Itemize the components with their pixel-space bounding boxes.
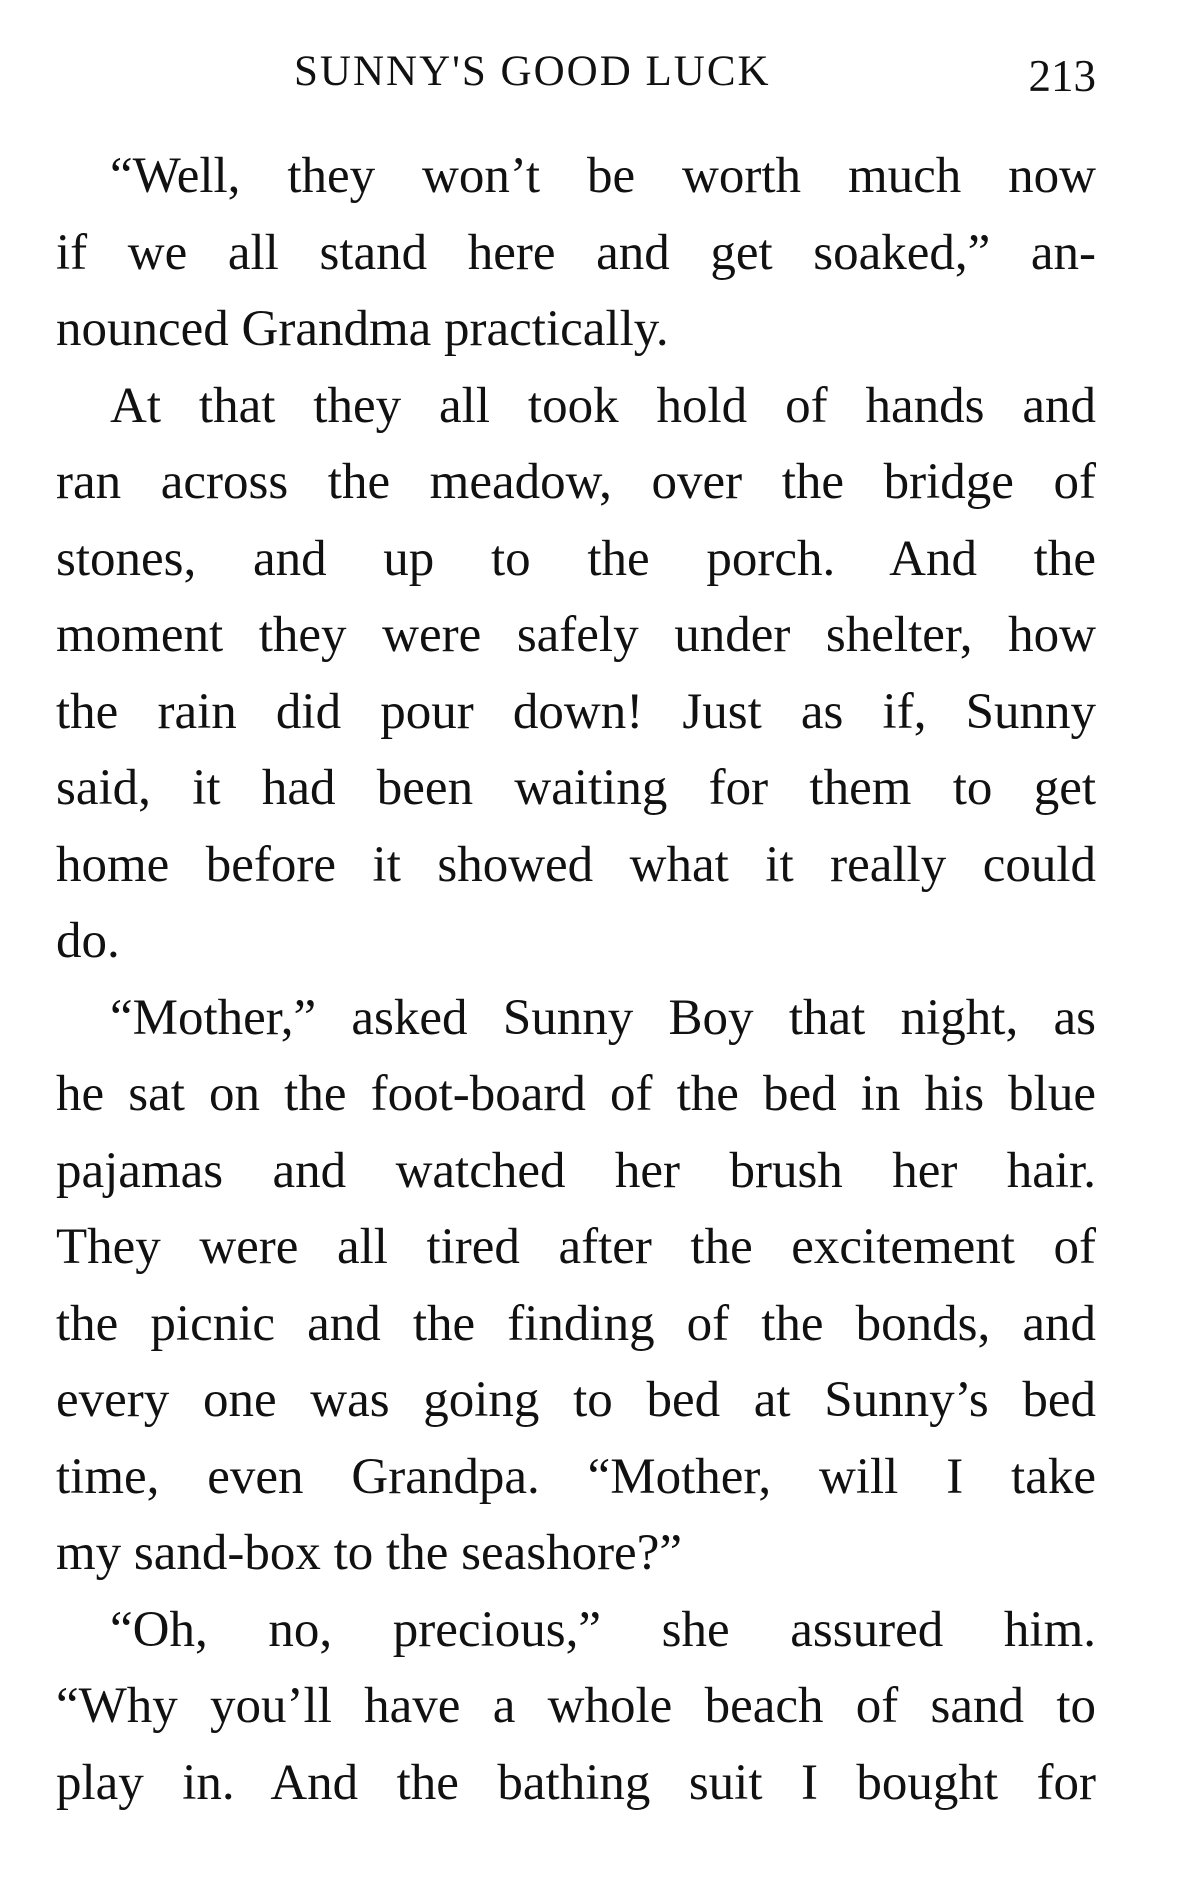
text-line: pajamas and watched her brush her hair. xyxy=(56,1142,1096,1199)
text-line: “Why you’ll have a whole beach of sand to xyxy=(56,1678,1096,1734)
paragraph xyxy=(56,138,1096,368)
text-line: ran across the meadow, over the bridge of xyxy=(56,454,1096,510)
text-line: They were all tired after the excitement of xyxy=(56,1219,1096,1275)
text-line: said, it had been waiting for them to get xyxy=(56,760,1096,816)
text-line: home before it showed what it really could xyxy=(56,836,1096,893)
text-line: stones, and up to the porch. And the xyxy=(56,530,1096,587)
text-line: every one was going to bed at Sunny’s bed xyxy=(56,1372,1096,1428)
text-line: time, even Grandpa. “Mother, will I take xyxy=(56,1448,1096,1505)
text-line: At that they all took hold of hands and xyxy=(110,377,1096,434)
text-line: the rain did pour down! Just as if, Sunny xyxy=(56,683,1096,740)
text-line: nounced Grandma practically. xyxy=(56,301,669,357)
text-line: he sat on the foot-board of the bed in his blue xyxy=(56,1066,1096,1122)
text-line: “Well, they won’t be worth much now xyxy=(110,148,1096,204)
page-number: 213 xyxy=(1028,51,1096,101)
paragraph xyxy=(56,980,1096,1592)
text-line: my sand-box to the seashore?” xyxy=(56,1525,682,1581)
paragraph xyxy=(56,368,1096,980)
body-text xyxy=(56,138,1096,1821)
paragraph xyxy=(56,1592,1096,1822)
text-line: the picnic and the finding of the bonds, and xyxy=(56,1295,1096,1352)
text-line: “Oh, no, precious,” she assured him. xyxy=(110,1601,1096,1658)
text-line: do. xyxy=(56,913,120,969)
text-line: moment they were safely under shelter, how xyxy=(56,607,1096,663)
text-line: if we all stand here and get soaked,” an- xyxy=(56,224,1096,281)
running-head-title: SUNNY'S GOOD LUCK xyxy=(294,48,771,95)
text-line: “Mother,” asked Sunny Boy that night, as xyxy=(110,989,1096,1046)
running-head xyxy=(56,42,1096,102)
text-line: play in. And the bathing suit I bought for xyxy=(56,1754,1096,1811)
